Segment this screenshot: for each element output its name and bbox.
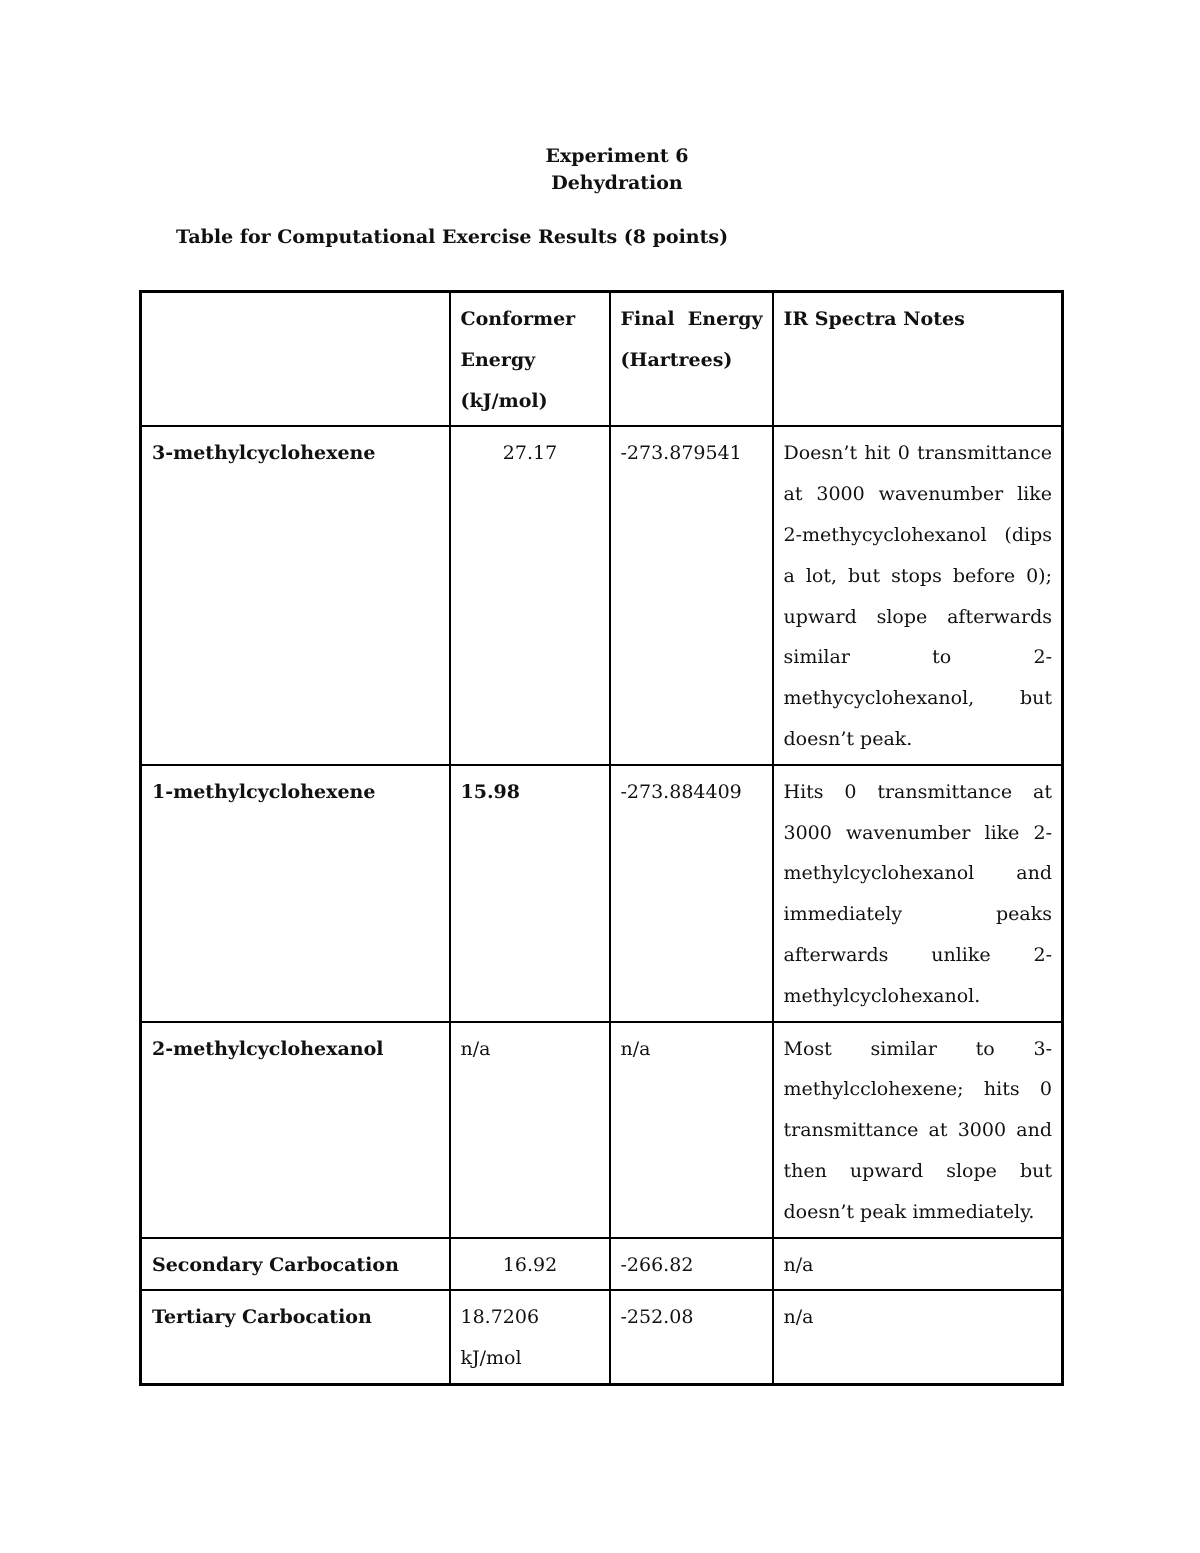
ir-notes-cell: n/a [773, 1290, 1063, 1384]
conformer-energy-cell: n/a [450, 1022, 610, 1238]
document-subtitle: Dehydration [551, 172, 683, 194]
final-energy-cell: -266.82 [610, 1238, 773, 1291]
compound-cell: 1-methylcyclohexene [141, 765, 450, 1022]
table-row [141, 1290, 1063, 1384]
ir-notes-cell: n/a [773, 1238, 1063, 1291]
header-cell-conformer-energy [450, 292, 610, 427]
ir-notes-cell: Most similar to 3-methylcclohexene; hits 0 transmittance at 3000 and then upward slope but doesn’t peak immediately. [773, 1022, 1063, 1238]
document-title: Experiment 6 [545, 145, 689, 167]
ir-notes-cell: Doesn’t hit 0 transmittance at 3000 wavenumber like 2-methycyclohexanol (dips a lot, but stops before 0); upward slope afterwards similar to 2-methycyclohexanol, but doesn’t peak. [773, 426, 1063, 764]
header-cell-compound [141, 292, 450, 427]
header-conformer-line2: Energy [460, 348, 536, 371]
final-energy-cell: -273.884409 [610, 765, 773, 1022]
final-energy-cell: -252.08 [610, 1290, 773, 1384]
header-conformer-line1: Conformer [460, 308, 576, 330]
table-row [141, 1238, 1063, 1291]
conformer-energy-cell [450, 1290, 610, 1384]
header-conformer-line3: (kJ/mol) [460, 389, 548, 412]
table-row [141, 765, 1063, 1022]
final-energy-cell: n/a [610, 1022, 773, 1238]
conformer-energy-unit: kJ/mol [460, 1347, 522, 1370]
header-final-line1: Final Energy [620, 308, 763, 330]
ir-notes-cell: Hits 0 transmittance at 3000 wavenumber like 2-methylcyclohexanol and immediately peaks afterwards unlike 2-methylcyclohexanol. [773, 765, 1063, 1022]
header-final-line2: (Hartrees) [620, 348, 733, 371]
compound-cell: 2-methylcyclohexanol [141, 1022, 450, 1238]
table-row [141, 426, 1063, 764]
conformer-energy-cell: 15.98 [450, 765, 610, 1022]
conformer-energy-value: 18.7206 [460, 1306, 540, 1329]
conformer-energy-cell: 27.17 [450, 426, 610, 764]
conformer-energy-cell: 16.92 [450, 1238, 610, 1291]
final-energy-cell: -273.879541 [610, 426, 773, 764]
table-header-row [141, 292, 1063, 427]
table-caption: Table for Computational Exercise Results (8 points) [176, 226, 729, 248]
header-cell-final-energy [610, 292, 773, 427]
compound-cell: Tertiary Carbocation [141, 1290, 450, 1384]
header-cell-ir-notes: IR Spectra Notes [773, 292, 1063, 427]
compound-cell: Secondary Carbocation [141, 1238, 450, 1291]
compound-cell: 3-methylcyclohexene [141, 426, 450, 764]
table-row [141, 1022, 1063, 1238]
results-table [139, 290, 1064, 1386]
